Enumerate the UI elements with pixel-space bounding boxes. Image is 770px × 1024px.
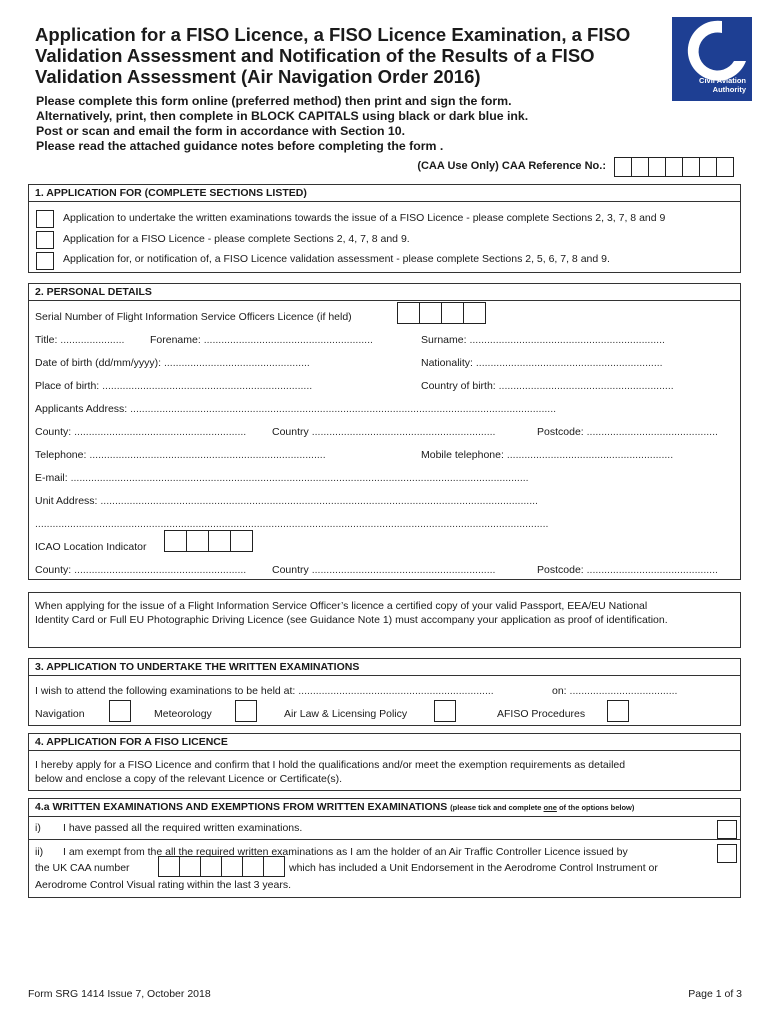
instructions [36, 94, 528, 154]
on-dots: ..................................... [569, 685, 678, 697]
notice-line-2: Identity Card or Full EU Photographic Driving Licence (see Guidance Note 1) must accompany your application as proof of identification. [35, 614, 668, 626]
ref-box[interactable] [682, 157, 700, 177]
option-licence-checkbox[interactable] [36, 231, 54, 249]
option-i-number: i) [35, 822, 41, 834]
attend-dots: ................................................................... [298, 685, 494, 697]
divider [29, 839, 740, 840]
option-ii-text-2b: which has included a Unit Endorsement in the Aerodrome Control Instrument or [289, 862, 658, 874]
logo-text-line1: Civil Aviation [699, 76, 746, 85]
unit-postcode-dots: ............................................. [586, 564, 718, 576]
forename-label: Forename: [150, 334, 201, 346]
unit-postcode-field[interactable] [537, 564, 718, 576]
ref-box[interactable] [648, 157, 666, 177]
dob-label: Date of birth (dd/mm/yyyy): [35, 357, 162, 369]
licence-number-box[interactable] [221, 856, 243, 877]
icao-box[interactable] [208, 530, 231, 552]
telephone-dots: ................................................................................. [89, 449, 326, 461]
ref-box[interactable] [665, 157, 683, 177]
option-ii-number: ii) [35, 846, 44, 858]
country-dots: ............................................................... [311, 426, 496, 438]
unit-country-dots: ............................................................... [311, 564, 496, 576]
postcode-label: Postcode: [537, 426, 584, 438]
nationality-field[interactable] [421, 357, 663, 369]
option-validation-checkbox[interactable] [36, 252, 54, 270]
surname-dots: ................................................................... [469, 334, 665, 346]
serial-box[interactable] [441, 302, 464, 324]
surname-label: Surname: [421, 334, 467, 346]
dob-dots: .................................................. [163, 357, 310, 369]
email-label: E-mail: [35, 472, 68, 484]
nationality-dots: ................................................................ [475, 357, 663, 369]
title-dots: ...................... [60, 334, 125, 346]
pob-dots: ........................................................................ [102, 380, 313, 392]
exam-afiso-label: AFISO Procedures [497, 708, 586, 720]
unit-country-field[interactable] [272, 564, 495, 576]
title-label: Title: [35, 334, 58, 346]
section-4-text-1: I hereby apply for a FISO Licence and confirm that I hold the qualifications and/or meet the exemption requirements as detailed [35, 759, 626, 771]
ref-box[interactable] [716, 157, 734, 177]
cob-field[interactable] [421, 380, 674, 392]
section-4a-heading [29, 799, 740, 817]
licence-number-box[interactable] [158, 856, 180, 877]
page-number: Page 1 of 3 [688, 988, 742, 1000]
option-ii-checkbox[interactable] [717, 844, 737, 863]
caa-logo [672, 17, 752, 101]
unit-address-dots2: ................................................................................................................................................................................ [35, 518, 549, 530]
caa-reference-row [28, 157, 741, 177]
exam-navigation-checkbox[interactable] [109, 700, 131, 722]
option-i-checkbox[interactable] [717, 820, 737, 839]
logo-text-line2: Authority [712, 84, 746, 94]
country-field[interactable] [272, 426, 495, 438]
option-validation-label: Application for, or notification of, a FISO Licence validation assessment - please complete Sections 2, 5, 6, 7, 8 and 9. [63, 253, 610, 265]
instruction-line: Please read the attached guidance notes before completing the form . [36, 139, 444, 153]
pob-label: Place of birth: [35, 380, 100, 392]
on-date-field[interactable] [552, 685, 677, 697]
country-label: Country [272, 426, 309, 438]
serial-number-boxes[interactable] [398, 302, 486, 324]
section-4-heading: 4. APPLICATION FOR A FISO LICENCE [29, 734, 740, 751]
email-field[interactable] [35, 472, 529, 484]
instruction-line: Please complete this form online (preferred method) then print and sign the form. [36, 94, 512, 108]
county-dots: ........................................................... [74, 426, 247, 438]
address-field[interactable] [35, 403, 556, 415]
forename-field[interactable] [150, 334, 373, 346]
forename-dots: .......................................................... [203, 334, 373, 346]
section-3-heading: 3. APPLICATION TO UNDERTAKE THE WRITTEN EXAMINATIONS [29, 659, 740, 676]
on-label: on: [552, 685, 567, 697]
mobile-field[interactable] [421, 449, 673, 461]
section-1-heading: 1. APPLICATION FOR (COMPLETE SECTIONS LISTED) [29, 185, 740, 202]
attend-field[interactable] [35, 685, 494, 697]
section-2 [28, 283, 741, 580]
option-ii-text-3: Aerodrome Control Visual rating within the last 3 years. [35, 879, 292, 891]
unit-address-field[interactable] [35, 495, 538, 507]
address-label: Applicants Address: [35, 403, 128, 415]
instruction-line: Alternatively, print, then complete in BLOCK CAPITALS using black or dark blue ink. [36, 109, 529, 123]
unit-county-dots: ........................................................... [74, 564, 247, 576]
title-field[interactable] [35, 334, 124, 346]
caa-reference-label: (CAA Use Only) CAA Reference No.: [417, 160, 606, 172]
county-field[interactable] [35, 426, 246, 438]
serial-box[interactable] [463, 302, 486, 324]
licence-number-box[interactable] [179, 856, 201, 877]
unit-address-label: Unit Address: [35, 495, 98, 507]
address-dots: .................................................................................................................................................. [130, 403, 557, 415]
option-ii-text-2a: the UK CAA number [35, 862, 130, 874]
exam-meteorology-checkbox[interactable] [235, 700, 257, 722]
section-4a-heading-text: 4.a WRITTEN EXAMINATIONS AND EXEMPTIONS FROM WRITTEN EXAMINATIONS [35, 801, 448, 813]
unit-county-label: County: [35, 564, 72, 576]
unit-county-field[interactable] [35, 564, 246, 576]
icao-boxes[interactable] [165, 530, 253, 552]
ref-box[interactable] [699, 157, 717, 177]
form-identifier: Form SRG 1414 Issue 7, October 2018 [28, 988, 211, 1000]
option-ii-text-1: I am exempt from the all the required written examinations as I am the holder of an Air Traffic Controller Licence issued by [63, 846, 628, 858]
ref-box[interactable] [614, 157, 632, 177]
mobile-dots: ......................................................... [506, 449, 674, 461]
icao-box[interactable] [164, 530, 187, 552]
county-label: County: [35, 426, 72, 438]
icao-box[interactable] [186, 530, 209, 552]
licence-number-box[interactable] [263, 856, 285, 877]
postcode-field[interactable] [537, 426, 718, 438]
notice-line-1: When applying for the issue of a Flight Information Service Officer’s licence a certified copy of your valid Passport, EEA/EU National [35, 600, 648, 612]
serial-box[interactable] [397, 302, 420, 324]
exam-airlaw-checkbox[interactable] [434, 700, 456, 722]
serial-box[interactable] [419, 302, 442, 324]
serial-number-label: Serial Number of Flight Information Service Officers Licence (if held) [35, 311, 352, 323]
surname-field[interactable] [421, 334, 665, 346]
option-written-exams-label: Application to undertake the written examinations towards the issue of a FISO Licence - please complete Sections 2, 3, 7, 8 and 9 [63, 212, 666, 224]
instruction-line: Post or scan and email the form in accordance with Section 10. [36, 124, 406, 138]
exam-navigation-label: Navigation [35, 708, 85, 720]
icao-label: ICAO Location Indicator [35, 541, 147, 553]
unit-country-label: Country [272, 564, 309, 576]
telephone-label: Telephone: [35, 449, 87, 461]
postcode-dots: ............................................. [586, 426, 718, 438]
option-licence-label: Application for a FISO Licence - please complete Sections 2, 4, 7, 8 and 9. [63, 233, 410, 245]
section-4a-heading-note: (please tick and complete one of the options below) [450, 803, 635, 812]
section-4 [28, 733, 741, 791]
attend-label: I wish to attend the following examinations to be held at: [35, 685, 296, 697]
section-1 [28, 184, 741, 273]
identification-notice [28, 592, 741, 648]
icao-box[interactable] [230, 530, 253, 552]
section-2-heading: 2. PERSONAL DETAILS [29, 284, 740, 301]
cob-dots: ............................................................ [498, 380, 674, 392]
option-written-exams-checkbox[interactable] [36, 210, 54, 228]
exam-afiso-checkbox[interactable] [607, 700, 629, 722]
pob-field[interactable] [35, 380, 312, 392]
licence-number-box[interactable] [242, 856, 264, 877]
nationality-label: Nationality: [421, 357, 473, 369]
exam-airlaw-label: Air Law & Licensing Policy [284, 708, 408, 720]
section-3 [28, 658, 741, 726]
atc-licence-number-boxes[interactable] [159, 856, 285, 877]
unit-address-line2[interactable] [35, 518, 548, 530]
option-i-text: I have passed all the required written examinations. [63, 822, 303, 834]
section-4a [28, 798, 741, 898]
mobile-label: Mobile telephone: [421, 449, 504, 461]
ref-box[interactable] [631, 157, 649, 177]
page-title: Application for a FISO Licence, a FISO Licence Examination, a FISO Validation Assessment and Notification of the Results of a FISO Validation Assessment (Air Navigation Order 2016) [35, 24, 631, 87]
section-4-text-2: below and enclose a copy of the relevant Licence or Certificate(s). [35, 773, 342, 785]
licence-number-box[interactable] [200, 856, 222, 877]
caa-reference-boxes[interactable] [615, 157, 734, 177]
exam-meteorology-label: Meteorology [154, 708, 212, 720]
unit-address-dots: ...................................................................................................................................................... [100, 495, 538, 507]
telephone-field[interactable] [35, 449, 326, 461]
cob-label: Country of birth: [421, 380, 496, 392]
unit-postcode-label: Postcode: [537, 564, 584, 576]
email-dots: ............................................................................................................................................................. [70, 472, 529, 484]
dob-field[interactable] [35, 357, 310, 369]
